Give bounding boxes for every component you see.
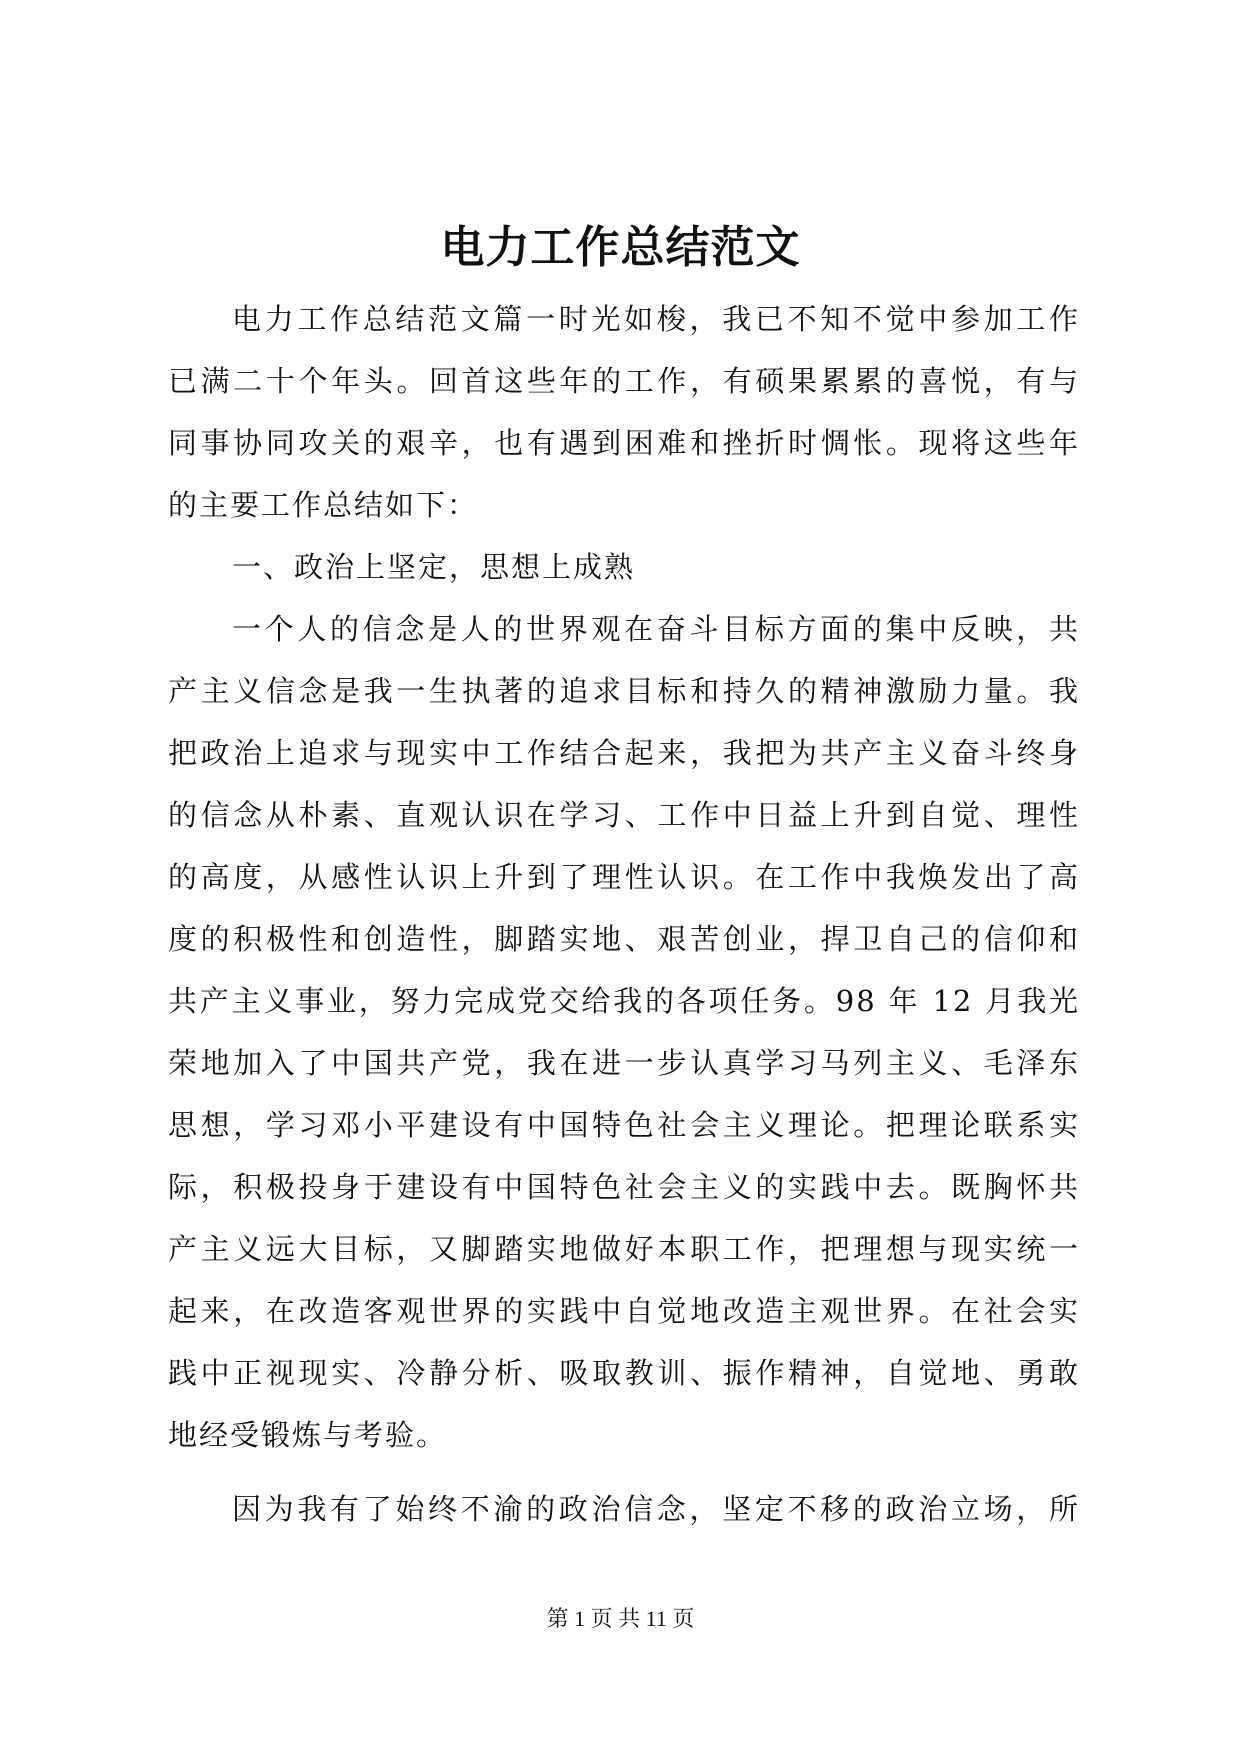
body-line: 的主要工作总结如下： xyxy=(168,488,479,522)
page-footer: 第 1 页 共 11 页 xyxy=(546,1606,695,1631)
body-line: 度的积极性和创造性，脚踏实地、艰苦创业，捍卫自己的信仰和 xyxy=(168,922,1080,956)
section-heading: 一、政治上坚定，思想上成熟 xyxy=(232,550,636,584)
body-line: 把政治上追求与现实中工作结合起来，我把为共产主义奋斗终身 xyxy=(168,736,1080,770)
body-line: 产主义信念是我一生执著的追求目标和持久的精神激励力量。我 xyxy=(168,674,1080,708)
body-line: 同事协同攻关的艰辛，也有遇到困难和挫折时惆怅。现将这些年 xyxy=(168,426,1080,460)
body-line: 因为我有了始终不渝的政治信念，坚定不移的政治立场，所 xyxy=(232,1492,1080,1526)
body-line: 已满二十个年头。回首这些年的工作，有硕果累累的喜悦，有与 xyxy=(168,364,1080,398)
body-line: 起来，在改造客观世界的实践中自觉地改造主观世界。在社会实 xyxy=(168,1294,1080,1328)
body-line: 地经受锻炼与考验。 xyxy=(168,1418,448,1452)
body-line: 一个人的信念是人的世界观在奋斗目标方面的集中反映，共 xyxy=(232,612,1080,646)
body-line: 产主义远大目标，又脚踏实地做好本职工作，把理想与现实统一 xyxy=(168,1232,1080,1266)
body-line: 的高度，从感性认识上升到了理性认识。在工作中我焕发出了高 xyxy=(168,860,1080,894)
document-title: 电力工作总结范文 xyxy=(440,222,801,273)
body-line: 的信念从朴素、直观认识在学习、工作中日益上升到自觉、理性 xyxy=(168,798,1080,832)
paragraph-gap xyxy=(168,1466,1080,1478)
body-line: 思想，学习邓小平建设有中国特色社会主义理论。把理论联系实 xyxy=(168,1108,1080,1142)
body-line: 践中正视现实、冷静分析、吸取教训、振作精神，自觉地、勇敢 xyxy=(168,1356,1080,1390)
body-line: 际，积极投身于建设有中国特色社会主义的实践中去。既胸怀共 xyxy=(168,1170,1080,1204)
body-line: 共产主义事业，努力完成党交给我的各项任务。98 年 12 月我光 xyxy=(168,984,1080,1018)
body-line: 电力工作总结范文篇一时光如梭，我已不知不觉中参加工作 xyxy=(232,302,1080,336)
document-body xyxy=(168,288,1080,1540)
body-line: 荣地加入了中国共产党，我在进一步认真学习马列主义、毛泽东 xyxy=(168,1046,1080,1080)
